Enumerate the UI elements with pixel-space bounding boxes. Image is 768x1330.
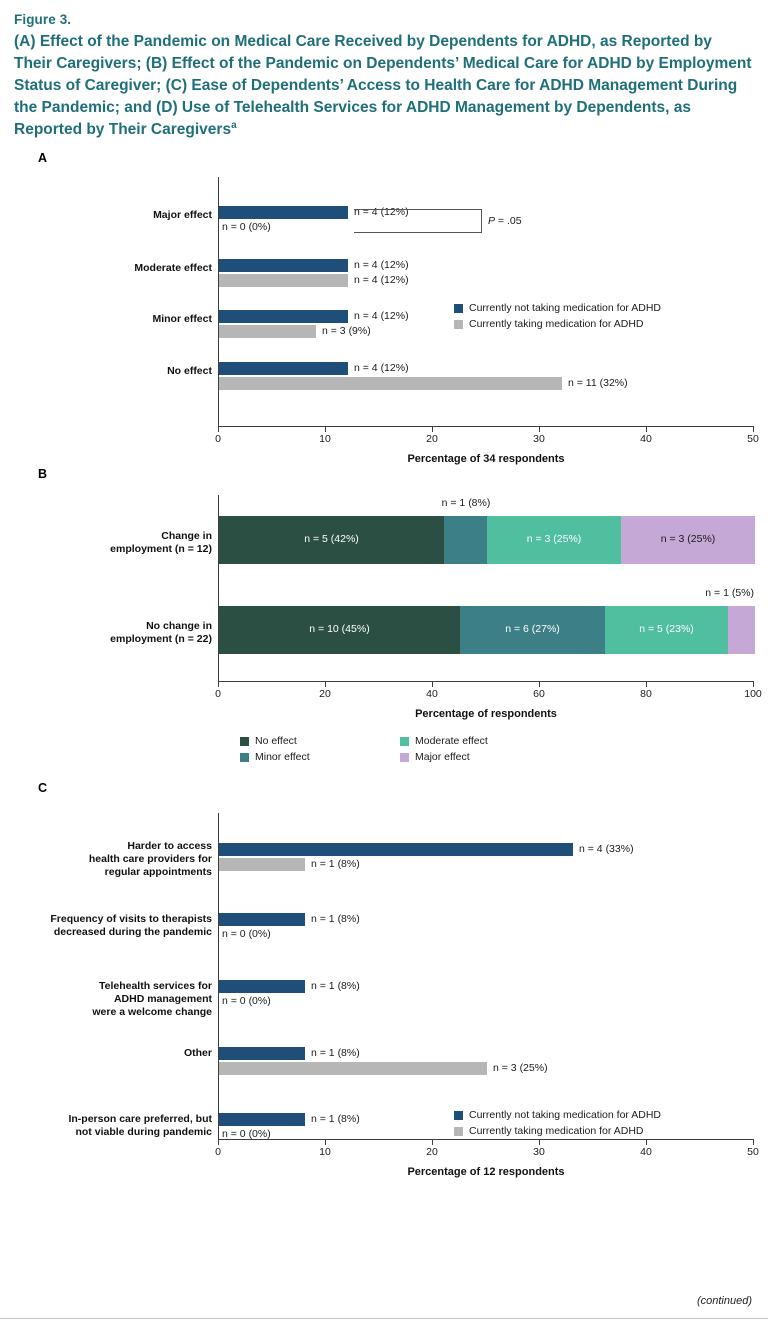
axis-tick: [646, 1140, 647, 1145]
panel-a-bar-label: n = 3 (9%): [322, 325, 371, 338]
panel-a-bar-gray: [219, 377, 562, 390]
figure-title-text: (A) Effect of the Pandemic on Medical Care Received by Dependents for ADHD, as Reported by Their Caregivers; (B) Effect of the Pandemic on Dependents’ Medical Care for ADHD by Employment Status of Caregiver; (C) Ease of Dependents’ Access to Health Care for ADHD Management During the Pandemic; and (D) Use of Telehealth Services for ADHD Management by Dependents, as Reported by Their Caregivers: [14, 33, 752, 139]
panel-a-bar-navy: [219, 362, 348, 375]
panel-c-bar-label: n = 3 (25%): [493, 1062, 548, 1075]
panel-c-category-label: [28, 913, 212, 939]
axis-tick: [432, 682, 433, 687]
legend-item: [400, 735, 560, 747]
axis-tick-label: 60: [533, 688, 545, 701]
panel-b-chart: [14, 481, 762, 773]
panel-b-segment-label: n = 1 (5%): [705, 587, 754, 600]
legend-label: Moderate effect: [415, 735, 488, 748]
panel-c-chart: [14, 795, 759, 1195]
panel-a-bar-navy: [219, 310, 348, 323]
panel-b: [14, 467, 762, 787]
panel-c-bar-label: n = 0 (0%): [222, 1128, 271, 1141]
panel-c-category-label: [38, 980, 212, 1019]
axis-tick-label: 10: [319, 1146, 331, 1159]
panel-a-bar-label: n = 4 (12%): [354, 206, 409, 219]
axis-tick-label: 0: [215, 1146, 221, 1159]
axis-tick: [646, 427, 647, 432]
legend-swatch-minor-effect-icon: [240, 753, 249, 762]
panel-b-segment-label: n = 3 (25%): [660, 533, 716, 546]
panel-b-x-axis-title: Percentage of respondents: [415, 708, 557, 721]
panel-a-bar-label: n = 4 (12%): [354, 274, 409, 287]
panel-b-segment-label: n = 5 (42%): [304, 533, 359, 546]
panel-c-bar-navy: [219, 1047, 305, 1060]
panel-b-segment-label: n = 5 (23%): [639, 623, 694, 636]
panel-c-category-line1: Telehealth services for: [98, 980, 212, 993]
axis-tick-label: 40: [640, 1146, 652, 1159]
axis-tick: [646, 682, 647, 687]
axis-tick: [753, 1140, 754, 1145]
panel-a-bar-label: n = 4 (12%): [354, 259, 409, 272]
axis-tick: [432, 1140, 433, 1145]
legend-item: [454, 302, 661, 314]
panel-a-bar-navy: [219, 259, 348, 272]
legend-item: [454, 1109, 661, 1121]
panel-c-category-line1: In-person care preferred, but: [68, 1113, 212, 1126]
legend-label: Currently taking medication for ADHD: [469, 318, 644, 331]
legend-item: [240, 735, 400, 747]
panel-a-category-label: Major effect: [153, 209, 212, 222]
panel-b-letter: B: [38, 467, 48, 482]
panel-c-bar-navy: [219, 980, 305, 993]
panel-c-bar-navy: [219, 913, 305, 926]
panel-c-category-line1: Harder to access: [127, 840, 212, 853]
panel-b-segment-minor-effect: [444, 516, 487, 564]
panel-a-x-axis-title: Percentage of 34 respondents: [407, 453, 565, 466]
axis-tick-label: 20: [426, 433, 438, 446]
panel-c-category-line2: decreased during the pandemic: [53, 926, 212, 939]
legend-swatch-moderate-effect-icon: [400, 737, 409, 746]
panel-c-category-line2: not viable during pandemic: [75, 1126, 212, 1139]
panel-b-legend: [240, 735, 660, 767]
panel-b-category-line2: employment (n = 12): [110, 543, 212, 556]
panel-c-category-line3: regular appointments: [104, 866, 212, 879]
legend-swatch-navy-icon: [454, 304, 463, 313]
axis-tick-label: 20: [319, 688, 331, 701]
panel-c-category-label: Other: [183, 1047, 212, 1060]
panel-c-bar-label: n = 0 (0%): [222, 995, 271, 1008]
axis-tick-label: 0: [215, 433, 221, 446]
axis-tick-label: 40: [426, 688, 438, 701]
axis-tick: [539, 682, 540, 687]
axis-tick: [539, 1140, 540, 1145]
legend-swatch-navy-icon: [454, 1111, 463, 1120]
axis-tick: [753, 427, 754, 432]
legend-label: Major effect: [415, 751, 470, 764]
axis-tick: [325, 427, 326, 432]
panel-c-category-line2: health care providers for: [88, 853, 212, 866]
figure-title: [14, 31, 754, 141]
axis-tick-label: 50: [747, 1146, 759, 1159]
axis-tick-label: 0: [215, 688, 221, 701]
panel-a-bar-gray: [219, 325, 316, 338]
figure-page: [0, 12, 768, 1330]
panel-a-bar-label: n = 4 (12%): [354, 362, 409, 375]
panel-c-bar-label: n = 1 (8%): [311, 858, 360, 871]
axis-tick-label: 40: [640, 433, 652, 446]
panel-c-bar-label: n = 0 (0%): [222, 928, 271, 941]
panel-c-category-label: [28, 1113, 212, 1139]
panel-c-category-line3: were a welcome change: [92, 1006, 212, 1019]
panel-a-bar-label: n = 11 (32%): [568, 377, 628, 390]
panel-a-letter: A: [38, 151, 48, 166]
figure-number: Figure 3.: [14, 12, 72, 27]
panel-a-chart: [14, 165, 759, 466]
axis-tick: [539, 427, 540, 432]
panel-c-bar-label: n = 1 (8%): [311, 1113, 360, 1126]
panel-a-category-label: No effect: [167, 365, 212, 378]
panel-a-bar-gray: [219, 274, 348, 287]
panel-b-category-label: [58, 530, 212, 556]
legend-item: [454, 318, 661, 330]
legend-item: [454, 1125, 661, 1137]
axis-tick-label: 30: [533, 433, 545, 446]
panel-c-bar-label: n = 1 (8%): [311, 980, 360, 993]
panel-c-bar-gray: [219, 1062, 487, 1075]
panel-a-category-label: Minor effect: [152, 313, 212, 326]
legend-item: [400, 751, 560, 763]
panel-c-bar-label: n = 1 (8%): [311, 1047, 360, 1060]
axis-tick-label: 80: [640, 688, 652, 701]
panel-b-category-line1: No change in: [146, 620, 212, 633]
axis-tick: [753, 682, 754, 687]
axis-tick-label: 20: [426, 1146, 438, 1159]
axis-tick: [325, 682, 326, 687]
axis-tick: [325, 1140, 326, 1145]
panel-b-category-line1: Change in: [161, 530, 212, 543]
panel-c-category-line2: ADHD management: [113, 993, 212, 1006]
panel-a-significance-label: P = .05: [488, 215, 522, 228]
panel-b-category-line2: employment (n = 22): [110, 633, 212, 646]
panel-b-segment-label: n = 10 (45%): [309, 623, 370, 636]
legend-swatch-major-effect-icon: [400, 753, 409, 762]
footer-divider: [0, 1318, 768, 1319]
panel-c-letter: C: [38, 781, 48, 796]
panel-a-bar-label: n = 4 (12%): [354, 310, 409, 323]
panel-a-significance-bracket: [354, 209, 482, 233]
panel-b-segment-label: n = 1 (8%): [441, 497, 491, 510]
axis-tick-label: 10: [319, 433, 331, 446]
panel-c-bar-label: n = 4 (33%): [579, 843, 634, 856]
panel-a-legend: [454, 302, 661, 334]
panel-a: [14, 151, 759, 466]
axis-tick-label: 50: [747, 433, 759, 446]
panel-c-bar-gray: [219, 858, 305, 871]
panel-c-legend: [454, 1109, 661, 1141]
panel-c-bar-label: n = 1 (8%): [311, 913, 360, 926]
axis-tick: [432, 427, 433, 432]
figure-title-superscript: a: [231, 120, 237, 131]
legend-swatch-no-effect-icon: [240, 737, 249, 746]
axis-tick: [218, 1140, 219, 1145]
legend-label: Currently not taking medication for ADHD: [469, 302, 661, 315]
panel-c-category-line1: Frequency of visits to therapists: [50, 913, 212, 926]
axis-tick: [218, 427, 219, 432]
panel-a-category-label: Moderate effect: [134, 262, 212, 275]
panel-a-bar-navy: [219, 206, 348, 219]
legend-label: No effect: [255, 735, 297, 748]
panel-b-segment-major-effect: [728, 606, 755, 654]
legend-item: [240, 751, 400, 763]
panel-c-category-label: [38, 840, 212, 879]
panel-b-category-label: [58, 620, 212, 646]
panel-b-segment-label: n = 6 (27%): [505, 623, 560, 636]
continued-note: (continued): [696, 1295, 752, 1307]
panel-c-bar-navy: [219, 1113, 305, 1126]
axis-tick-label: 100: [744, 688, 762, 701]
axis-tick: [218, 682, 219, 687]
panel-c-x-axis-title: Percentage of 12 respondents: [407, 1166, 565, 1179]
panel-b-segment-label: n = 3 (25%): [526, 533, 582, 546]
legend-swatch-gray-icon: [454, 320, 463, 329]
legend-label: Minor effect: [255, 751, 310, 764]
legend-swatch-gray-icon: [454, 1127, 463, 1136]
legend-label: Currently taking medication for ADHD: [469, 1125, 644, 1138]
panel-c: [14, 781, 759, 1201]
axis-tick-label: 30: [533, 1146, 545, 1159]
panel-c-bar-navy: [219, 843, 573, 856]
legend-label: Currently not taking medication for ADHD: [469, 1109, 661, 1122]
panel-a-bar-label: n = 0 (0%): [222, 221, 271, 234]
